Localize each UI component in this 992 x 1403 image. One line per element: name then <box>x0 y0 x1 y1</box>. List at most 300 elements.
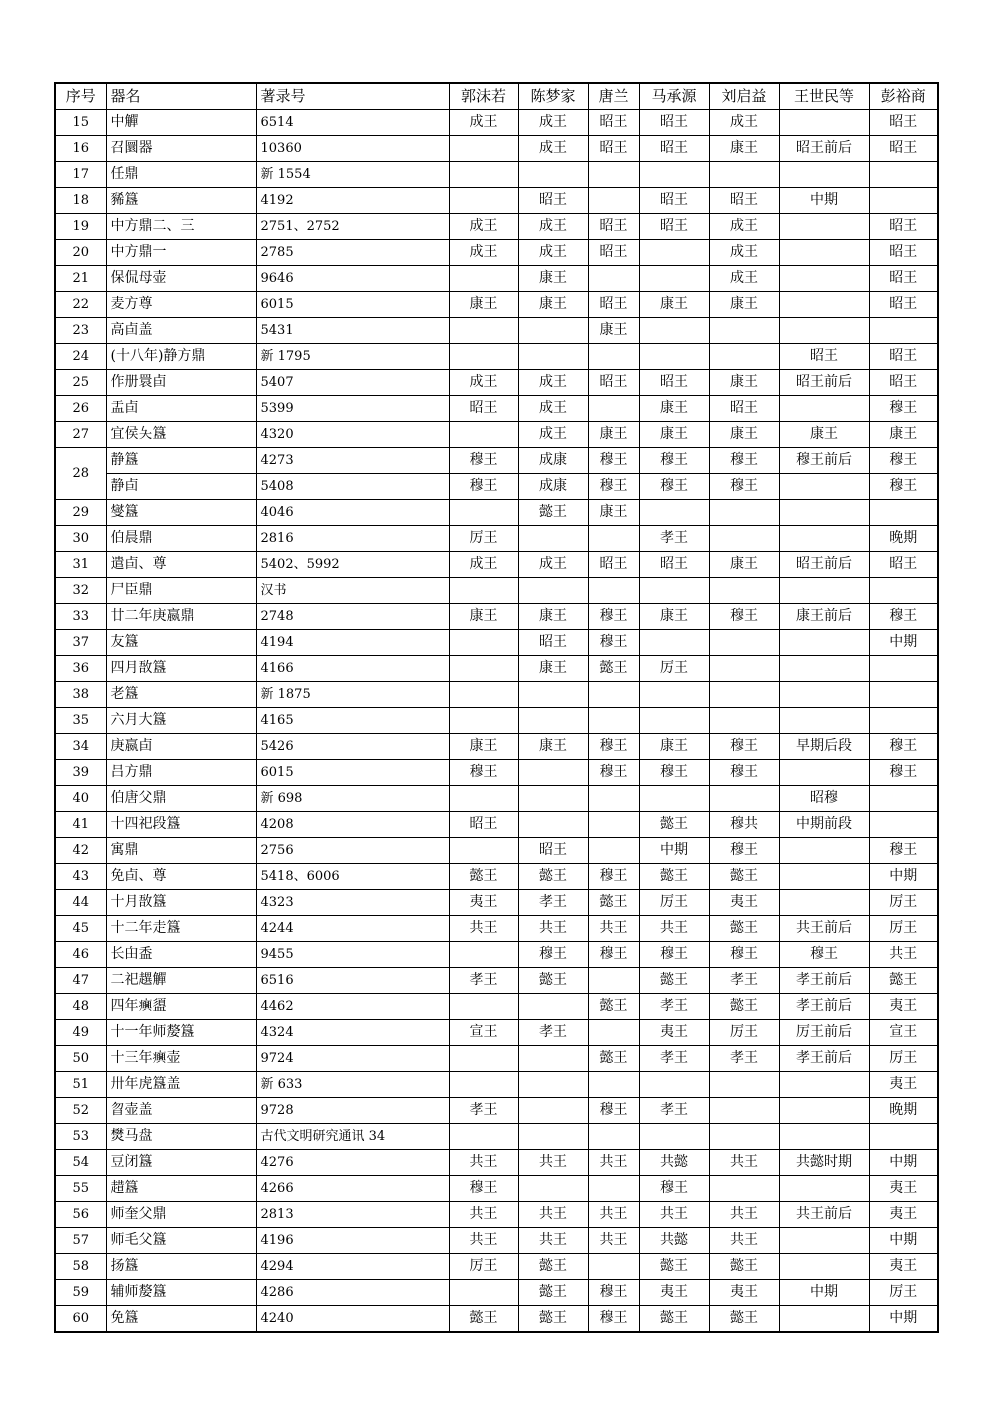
cell-record-number: 4266 <box>256 1176 449 1202</box>
cell-ma-chengyuan: 孝王 <box>639 1098 709 1124</box>
cell-chen-mengjia <box>518 786 588 812</box>
cell-liu-qiyi <box>709 1072 779 1098</box>
header-peng-yushang: 彭裕商 <box>869 83 938 110</box>
cell-guo-moruo <box>449 656 518 682</box>
cell-liu-qiyi: 昭王 <box>709 188 779 214</box>
cell-guo-moruo: 厉王 <box>449 1254 518 1280</box>
cell-seq: 17 <box>55 162 106 188</box>
cell-record-number: 新 1554 <box>256 162 449 188</box>
cell-ma-chengyuan: 昭王 <box>639 552 709 578</box>
cell-wang-shimin: 康王 <box>779 422 869 448</box>
cell-chen-mengjia: 康王 <box>518 292 588 318</box>
cell-peng-yushang: 晚期 <box>869 1098 938 1124</box>
cell-chen-mengjia: 共王 <box>518 1228 588 1254</box>
cell-seq: 24 <box>55 344 106 370</box>
cell-seq: 15 <box>55 110 106 136</box>
cell-vessel-name: 老簋 <box>106 682 256 708</box>
cell-tang-lan: 懿王 <box>588 1046 639 1072</box>
cell-tang-lan: 昭王 <box>588 552 639 578</box>
table-row <box>55 500 938 526</box>
cell-seq: 16 <box>55 136 106 162</box>
cell-ma-chengyuan <box>639 630 709 656</box>
cell-record-number: 5402、5992 <box>256 552 449 578</box>
cell-seq: 36 <box>55 656 106 682</box>
cell-vessel-name: 曶壶盖 <box>106 1098 256 1124</box>
cell-peng-yushang: 穆王 <box>869 448 938 474</box>
cell-guo-moruo: 懿王 <box>449 1306 518 1333</box>
cell-ma-chengyuan: 昭王 <box>639 370 709 396</box>
cell-chen-mengjia: 成王 <box>518 240 588 266</box>
cell-liu-qiyi: 孝王 <box>709 1046 779 1072</box>
cell-guo-moruo <box>449 162 518 188</box>
cell-seq: 56 <box>55 1202 106 1228</box>
cell-guo-moruo: 共王 <box>449 1150 518 1176</box>
cell-chen-mengjia: 成王 <box>518 136 588 162</box>
cell-tang-lan: 共王 <box>588 1150 639 1176</box>
cell-seq: 34 <box>55 734 106 760</box>
cell-chen-mengjia <box>518 1098 588 1124</box>
cell-record-number: 新 1795 <box>256 344 449 370</box>
cell-liu-qiyi <box>709 526 779 552</box>
cell-wang-shimin <box>779 1176 869 1202</box>
cell-chen-mengjia: 孝王 <box>518 890 588 916</box>
cell-liu-qiyi: 穆王 <box>709 448 779 474</box>
cell-seq: 52 <box>55 1098 106 1124</box>
cell-wang-shimin <box>779 318 869 344</box>
cell-vessel-name: 师奎父鼎 <box>106 1202 256 1228</box>
cell-ma-chengyuan <box>639 500 709 526</box>
cell-vessel-name: 二祀趩觶 <box>106 968 256 994</box>
cell-guo-moruo <box>449 344 518 370</box>
cell-peng-yushang: 夷王 <box>869 1072 938 1098</box>
cell-tang-lan <box>588 968 639 994</box>
cell-tang-lan: 穆王 <box>588 1280 639 1306</box>
table-row <box>55 864 938 890</box>
cell-vessel-name: 十一年师嫠簋 <box>106 1020 256 1046</box>
cell-guo-moruo: 穆王 <box>449 474 518 500</box>
cell-wang-shimin <box>779 578 869 604</box>
cell-ma-chengyuan <box>639 786 709 812</box>
cell-peng-yushang: 厉王 <box>869 916 938 942</box>
cell-tang-lan: 穆王 <box>588 630 639 656</box>
cell-chen-mengjia: 康王 <box>518 266 588 292</box>
cell-guo-moruo <box>449 422 518 448</box>
dating-table-container <box>54 82 939 1333</box>
cell-guo-moruo <box>449 942 518 968</box>
cell-peng-yushang: 中期 <box>869 1150 938 1176</box>
cell-seq: 33 <box>55 604 106 630</box>
cell-wang-shimin <box>779 630 869 656</box>
table-row <box>55 1254 938 1280</box>
cell-liu-qiyi: 成王 <box>709 240 779 266</box>
cell-chen-mengjia <box>518 708 588 734</box>
cell-chen-mengjia <box>518 1176 588 1202</box>
cell-liu-qiyi <box>709 578 779 604</box>
cell-tang-lan: 康王 <box>588 422 639 448</box>
cell-vessel-name: 遣卣、尊 <box>106 552 256 578</box>
cell-guo-moruo <box>449 994 518 1020</box>
cell-liu-qiyi <box>709 682 779 708</box>
cell-wang-shimin: 共王前后 <box>779 916 869 942</box>
cell-ma-chengyuan: 懿王 <box>639 812 709 838</box>
cell-guo-moruo: 康王 <box>449 292 518 318</box>
table-row <box>55 656 938 682</box>
table-row <box>55 526 938 552</box>
cell-guo-moruo: 昭王 <box>449 396 518 422</box>
cell-record-number: 4166 <box>256 656 449 682</box>
cell-peng-yushang: 穆王 <box>869 838 938 864</box>
cell-wang-shimin <box>779 682 869 708</box>
cell-wang-shimin: 孝王前后 <box>779 1046 869 1072</box>
cell-record-number: 6514 <box>256 110 449 136</box>
cell-wang-shimin <box>779 864 869 890</box>
cell-tang-lan <box>588 578 639 604</box>
table-row <box>55 136 938 162</box>
table-row <box>55 708 938 734</box>
cell-seq: 35 <box>55 708 106 734</box>
table-row <box>55 578 938 604</box>
cell-ma-chengyuan: 夷王 <box>639 1020 709 1046</box>
cell-record-number: 4323 <box>256 890 449 916</box>
cell-ma-chengyuan: 昭王 <box>639 136 709 162</box>
cell-tang-lan: 穆王 <box>588 1306 639 1333</box>
cell-chen-mengjia: 共王 <box>518 916 588 942</box>
cell-guo-moruo: 康王 <box>449 604 518 630</box>
table-row <box>55 188 938 214</box>
cell-tang-lan: 穆王 <box>588 604 639 630</box>
cell-guo-moruo: 成王 <box>449 214 518 240</box>
cell-peng-yushang: 夷王 <box>869 1254 938 1280</box>
cell-wang-shimin: 昭穆 <box>779 786 869 812</box>
cell-seq: 28 <box>55 448 106 500</box>
cell-tang-lan: 穆王 <box>588 864 639 890</box>
table-row <box>55 630 938 656</box>
cell-peng-yushang <box>869 578 938 604</box>
cell-chen-mengjia: 成王 <box>518 370 588 396</box>
cell-chen-mengjia: 懿王 <box>518 1254 588 1280</box>
cell-record-number: 4046 <box>256 500 449 526</box>
cell-guo-moruo: 共王 <box>449 1228 518 1254</box>
table-row <box>55 1150 938 1176</box>
cell-liu-qiyi: 穆共 <box>709 812 779 838</box>
cell-peng-yushang: 昭王 <box>869 370 938 396</box>
cell-peng-yushang: 穆王 <box>869 760 938 786</box>
cell-ma-chengyuan: 夷王 <box>639 1280 709 1306</box>
cell-vessel-name: 作册睘卣 <box>106 370 256 396</box>
cell-tang-lan: 共王 <box>588 916 639 942</box>
cell-tang-lan: 懿王 <box>588 656 639 682</box>
cell-guo-moruo <box>449 1280 518 1306</box>
cell-guo-moruo: 厉王 <box>449 526 518 552</box>
cell-tang-lan: 穆王 <box>588 1098 639 1124</box>
cell-chen-mengjia <box>518 760 588 786</box>
cell-vessel-name: 庚嬴卣 <box>106 734 256 760</box>
cell-record-number: 5399 <box>256 396 449 422</box>
cell-record-number: 5426 <box>256 734 449 760</box>
cell-wang-shimin: 孝王前后 <box>779 994 869 1020</box>
cell-vessel-name: 四月敔簋 <box>106 656 256 682</box>
cell-peng-yushang: 厉王 <box>869 890 938 916</box>
cell-seq: 30 <box>55 526 106 552</box>
cell-peng-yushang: 昭王 <box>869 266 938 292</box>
cell-vessel-name: 六月大簋 <box>106 708 256 734</box>
cell-seq: 59 <box>55 1280 106 1306</box>
table-row <box>55 1306 938 1333</box>
cell-seq: 42 <box>55 838 106 864</box>
table-row <box>55 474 938 500</box>
cell-ma-chengyuan: 康王 <box>639 422 709 448</box>
cell-chen-mengjia: 孝王 <box>518 1020 588 1046</box>
cell-wang-shimin <box>779 292 869 318</box>
cell-record-number: 6015 <box>256 292 449 318</box>
cell-guo-moruo <box>449 1124 518 1150</box>
cell-record-number: 6516 <box>256 968 449 994</box>
cell-wang-shimin <box>779 1098 869 1124</box>
header-tang-lan: 唐兰 <box>588 83 639 110</box>
cell-chen-mengjia: 成王 <box>518 110 588 136</box>
cell-ma-chengyuan: 厉王 <box>639 890 709 916</box>
cell-guo-moruo: 穆王 <box>449 760 518 786</box>
cell-vessel-name: 十四祀段簋 <box>106 812 256 838</box>
cell-vessel-name: 免簋 <box>106 1306 256 1333</box>
cell-record-number: 5408 <box>256 474 449 500</box>
cell-ma-chengyuan: 穆王 <box>639 448 709 474</box>
cell-record-number: 4286 <box>256 1280 449 1306</box>
cell-ma-chengyuan: 康王 <box>639 396 709 422</box>
cell-record-number: 4240 <box>256 1306 449 1333</box>
cell-chen-mengjia: 康王 <box>518 656 588 682</box>
cell-seq: 47 <box>55 968 106 994</box>
cell-ma-chengyuan: 共王 <box>639 1202 709 1228</box>
cell-record-number: 9646 <box>256 266 449 292</box>
cell-record-number: 4320 <box>256 422 449 448</box>
cell-chen-mengjia <box>518 994 588 1020</box>
cell-tang-lan: 昭王 <box>588 136 639 162</box>
cell-vessel-name: 扬簋 <box>106 1254 256 1280</box>
cell-vessel-name: 十二年走簋 <box>106 916 256 942</box>
cell-tang-lan <box>588 1176 639 1202</box>
cell-liu-qiyi: 康王 <box>709 552 779 578</box>
cell-wang-shimin <box>779 526 869 552</box>
cell-ma-chengyuan: 孝王 <box>639 526 709 552</box>
cell-ma-chengyuan: 穆王 <box>639 474 709 500</box>
cell-peng-yushang: 昭王 <box>869 240 938 266</box>
cell-chen-mengjia: 成王 <box>518 552 588 578</box>
cell-vessel-name: 卅年虎簋盖 <box>106 1072 256 1098</box>
cell-record-number: 4324 <box>256 1020 449 1046</box>
cell-peng-yushang: 中期 <box>869 630 938 656</box>
cell-record-number: 4192 <box>256 188 449 214</box>
cell-tang-lan: 康王 <box>588 500 639 526</box>
cell-peng-yushang: 晚期 <box>869 526 938 552</box>
cell-tang-lan: 康王 <box>588 318 639 344</box>
cell-seq: 43 <box>55 864 106 890</box>
cell-tang-lan: 昭王 <box>588 240 639 266</box>
cell-vessel-name: 友簋 <box>106 630 256 656</box>
table-row <box>55 448 938 474</box>
cell-chen-mengjia: 康王 <box>518 604 588 630</box>
cell-guo-moruo: 夷王 <box>449 890 518 916</box>
cell-seq: 26 <box>55 396 106 422</box>
cell-ma-chengyuan: 懿王 <box>639 968 709 994</box>
cell-guo-moruo: 懿王 <box>449 864 518 890</box>
cell-record-number: 汉书 <box>256 578 449 604</box>
cell-record-number: 4244 <box>256 916 449 942</box>
cell-chen-mengjia: 懿王 <box>518 1280 588 1306</box>
cell-ma-chengyuan: 昭王 <box>639 188 709 214</box>
cell-ma-chengyuan: 孝王 <box>639 1046 709 1072</box>
cell-record-number: 2785 <box>256 240 449 266</box>
cell-wang-shimin: 穆王前后 <box>779 448 869 474</box>
table-row <box>55 422 938 448</box>
cell-wang-shimin: 厉王前后 <box>779 1020 869 1046</box>
cell-vessel-name: 豨簋 <box>106 188 256 214</box>
cell-peng-yushang: 康王 <box>869 422 938 448</box>
cell-vessel-name: 十月敔簋 <box>106 890 256 916</box>
cell-liu-qiyi: 懿王 <box>709 864 779 890</box>
cell-seq: 57 <box>55 1228 106 1254</box>
cell-record-number: 4208 <box>256 812 449 838</box>
header-name: 器名 <box>106 83 256 110</box>
cell-vessel-name: 保侃母壶 <box>106 266 256 292</box>
cell-guo-moruo: 宣王 <box>449 1020 518 1046</box>
table-row <box>55 838 938 864</box>
table-row <box>55 812 938 838</box>
table-row <box>55 344 938 370</box>
table-row <box>55 786 938 812</box>
cell-liu-qiyi: 懿王 <box>709 916 779 942</box>
cell-ma-chengyuan: 共懿 <box>639 1228 709 1254</box>
cell-peng-yushang: 昭王 <box>869 292 938 318</box>
table-row <box>55 292 938 318</box>
cell-seq: 46 <box>55 942 106 968</box>
table-row <box>55 1020 938 1046</box>
cell-seq: 29 <box>55 500 106 526</box>
cell-chen-mengjia <box>518 1072 588 1098</box>
cell-record-number: 6015 <box>256 760 449 786</box>
table-row <box>55 916 938 942</box>
cell-peng-yushang: 厉王 <box>869 1046 938 1072</box>
cell-record-number: 2756 <box>256 838 449 864</box>
cell-chen-mengjia: 成康 <box>518 448 588 474</box>
cell-vessel-name: 静卣 <box>106 474 256 500</box>
header-row <box>55 83 938 110</box>
cell-chen-mengjia <box>518 682 588 708</box>
cell-wang-shimin: 共懿时期 <box>779 1150 869 1176</box>
cell-vessel-name: 中方鼎一 <box>106 240 256 266</box>
cell-ma-chengyuan <box>639 240 709 266</box>
cell-ma-chengyuan: 懿王 <box>639 864 709 890</box>
cell-tang-lan <box>588 812 639 838</box>
cell-tang-lan: 共王 <box>588 1202 639 1228</box>
cell-liu-qiyi: 穆王 <box>709 474 779 500</box>
table-row <box>55 1228 938 1254</box>
cell-vessel-name: 伯晨鼎 <box>106 526 256 552</box>
cell-liu-qiyi: 夷王 <box>709 1280 779 1306</box>
cell-seq: 27 <box>55 422 106 448</box>
header-liu-qiyi: 刘启益 <box>709 83 779 110</box>
cell-liu-qiyi <box>709 1124 779 1150</box>
cell-wang-shimin: 昭王前后 <box>779 370 869 396</box>
cell-guo-moruo: 孝王 <box>449 1098 518 1124</box>
cell-ma-chengyuan <box>639 318 709 344</box>
cell-wang-shimin <box>779 396 869 422</box>
cell-tang-lan <box>588 1124 639 1150</box>
cell-wang-shimin: 昭王前后 <box>779 136 869 162</box>
cell-guo-moruo <box>449 630 518 656</box>
cell-seq: 48 <box>55 994 106 1020</box>
cell-seq: 51 <box>55 1072 106 1098</box>
cell-tang-lan <box>588 344 639 370</box>
header-wang-shimin: 王世民等 <box>779 83 869 110</box>
cell-guo-moruo: 成王 <box>449 110 518 136</box>
cell-peng-yushang <box>869 786 938 812</box>
cell-ma-chengyuan: 懿王 <box>639 1306 709 1333</box>
cell-guo-moruo <box>449 786 518 812</box>
table-row <box>55 1176 938 1202</box>
cell-ma-chengyuan: 穆王 <box>639 1176 709 1202</box>
cell-seq: 55 <box>55 1176 106 1202</box>
cell-peng-yushang <box>869 188 938 214</box>
cell-chen-mengjia: 懿王 <box>518 968 588 994</box>
header-guo-moruo: 郭沫若 <box>449 83 518 110</box>
cell-guo-moruo <box>449 708 518 734</box>
cell-vessel-name: 中方鼎二、三 <box>106 214 256 240</box>
cell-liu-qiyi: 孝王 <box>709 968 779 994</box>
cell-wang-shimin: 昭王 <box>779 344 869 370</box>
cell-seq: 54 <box>55 1150 106 1176</box>
cell-vessel-name: 麦方尊 <box>106 292 256 318</box>
cell-record-number: 2816 <box>256 526 449 552</box>
cell-ma-chengyuan <box>639 344 709 370</box>
header-ma-chengyuan: 马承源 <box>639 83 709 110</box>
cell-guo-moruo: 成王 <box>449 370 518 396</box>
cell-peng-yushang: 昭王 <box>869 552 938 578</box>
cell-seq: 38 <box>55 682 106 708</box>
cell-peng-yushang: 穆王 <box>869 604 938 630</box>
cell-chen-mengjia: 成王 <box>518 214 588 240</box>
cell-seq: 49 <box>55 1020 106 1046</box>
table-row <box>55 1124 938 1150</box>
cell-seq: 18 <box>55 188 106 214</box>
cell-ma-chengyuan <box>639 1124 709 1150</box>
cell-record-number: 2748 <box>256 604 449 630</box>
cell-guo-moruo: 穆王 <box>449 1176 518 1202</box>
cell-liu-qiyi: 共王 <box>709 1150 779 1176</box>
cell-chen-mengjia: 穆王 <box>518 942 588 968</box>
cell-wang-shimin <box>779 214 869 240</box>
cell-ma-chengyuan <box>639 578 709 604</box>
cell-record-number: 古代文明研究通讯 34 <box>256 1124 449 1150</box>
table-row <box>55 760 938 786</box>
cell-guo-moruo <box>449 318 518 344</box>
table-row <box>55 214 938 240</box>
cell-wang-shimin <box>779 1306 869 1333</box>
cell-peng-yushang <box>869 1124 938 1150</box>
cell-seq: 31 <box>55 552 106 578</box>
cell-liu-qiyi: 懿王 <box>709 994 779 1020</box>
cell-tang-lan <box>588 1254 639 1280</box>
table-row <box>55 1072 938 1098</box>
cell-seq: 44 <box>55 890 106 916</box>
cell-peng-yushang <box>869 162 938 188</box>
cell-wang-shimin: 共王前后 <box>779 1202 869 1228</box>
table-row <box>55 240 938 266</box>
cell-peng-yushang <box>869 500 938 526</box>
cell-tang-lan <box>588 1020 639 1046</box>
table-row <box>55 1280 938 1306</box>
cell-ma-chengyuan: 中期 <box>639 838 709 864</box>
